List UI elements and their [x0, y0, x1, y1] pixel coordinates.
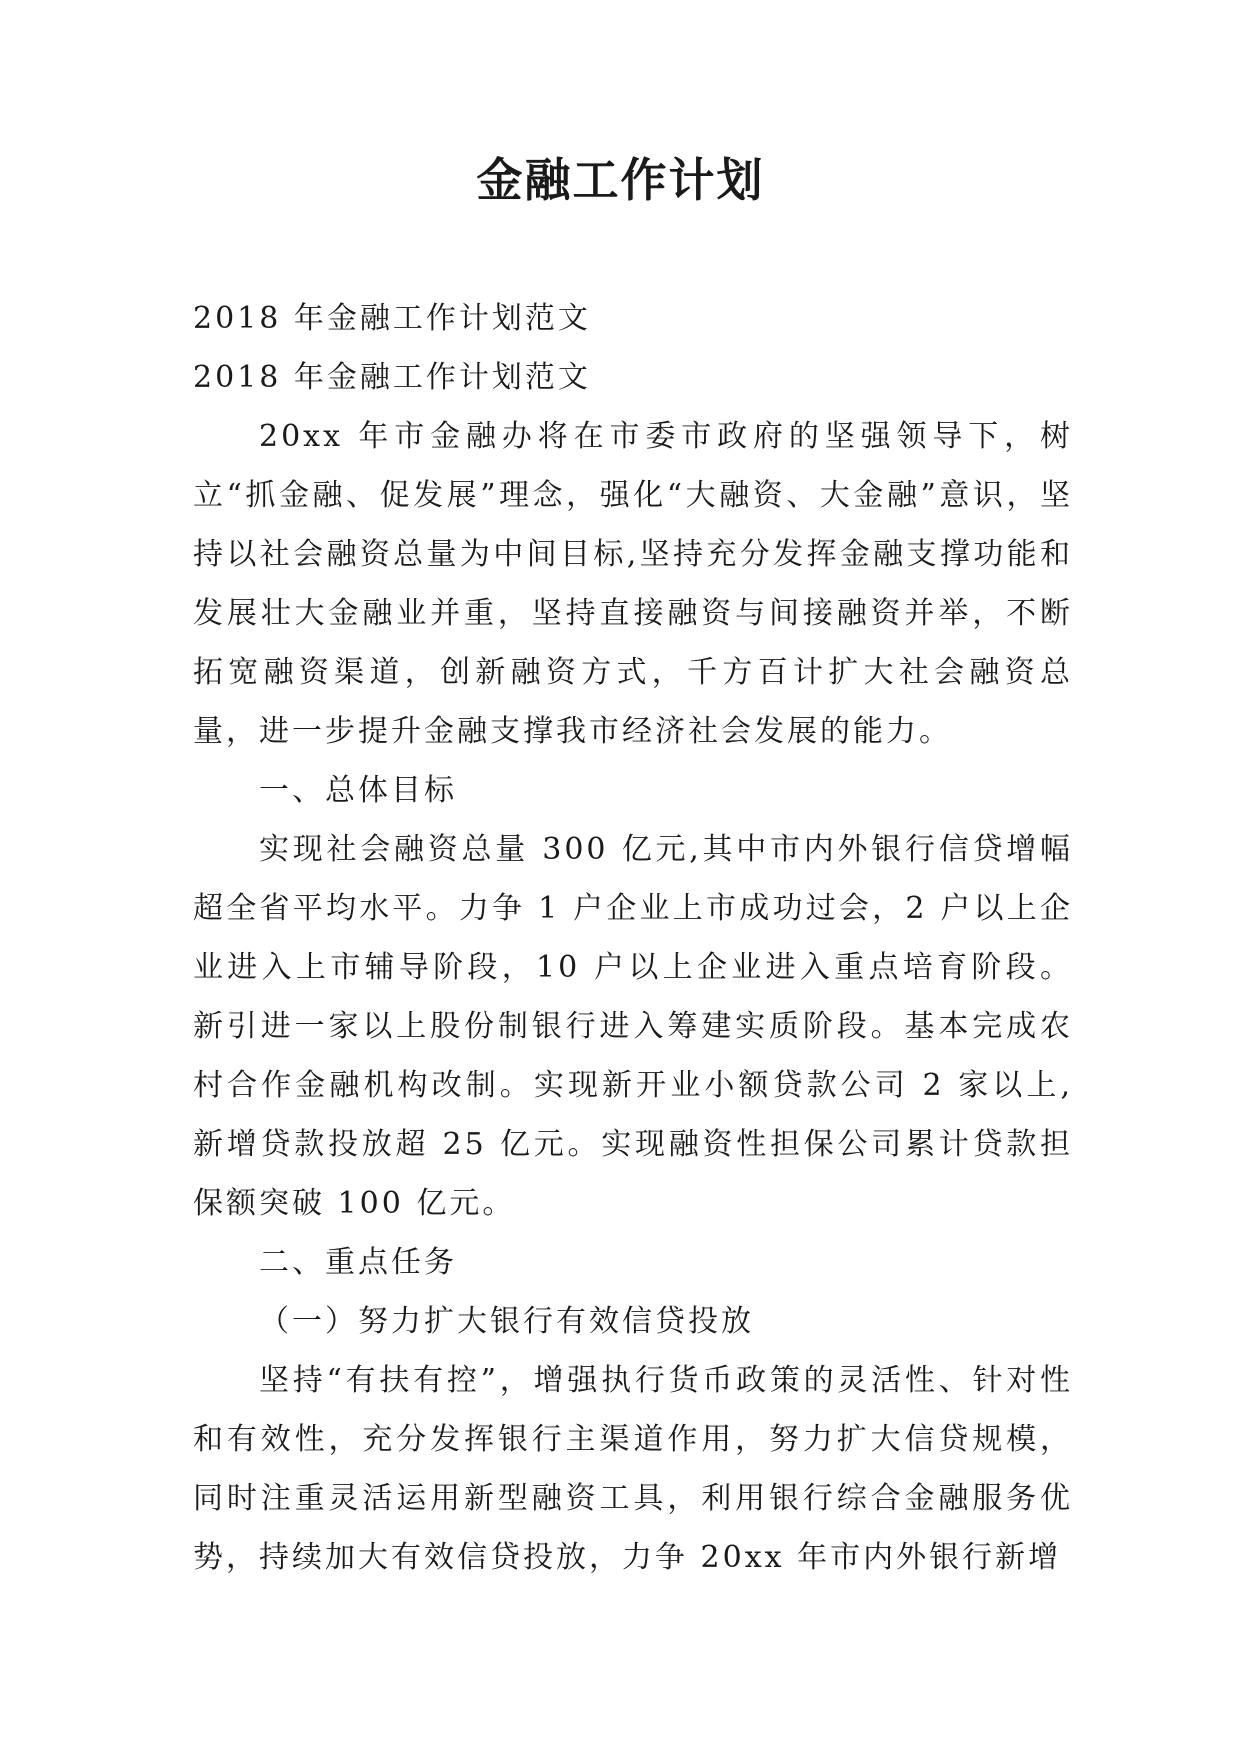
section-heading: 二、重点任务 — [259, 1245, 457, 1280]
goals-paragraph: 实现社会融资总量 300 亿元,其中市内外银行信贷增幅超全省平均水平。力争 1 户企业上市成功过会，2 户以上企业进入上市辅导阶段，10 户以上企业进入重点培育阶段。新引进一家以上股份制银行进入筹建实质阶段。基本完成农村合作金融机构改制。实现新开业小额贷款公司 2 家以上,新增贷款投放超 25 亿元。实现融资性担保公司累计贷款担保额突破 100 亿元。 — [193, 832, 1073, 1221]
task-paragraph: 坚持“有扶有控”，增强执行货币政策的灵活性、针对性和有效性，充分发挥银行主渠道作用，努力扩大信贷规模，同时注重灵活运用新型融资工具，利用银行综合金融服务优势，持续加大有效信贷投放，力争 20xx 年市内外银行新增 — [193, 1363, 1073, 1575]
document-body — [193, 289, 1073, 1587]
subsection-heading: （一）努力扩大银行有效信贷投放 — [259, 1304, 754, 1339]
document-title: 金融工作计划 — [476, 153, 765, 207]
subtitle-line: 2018 年金融工作计划范文 — [193, 360, 591, 395]
section-heading: 一、总体目标 — [259, 773, 457, 808]
subtitle-line: 2018 年金融工作计划范文 — [193, 301, 591, 336]
intro-paragraph: 20xx 年市金融办将在市委市政府的坚强领导下，树立“抓金融、促发展”理念，强化“大融资、大金融”意识，坚持以社会融资总量为中间目标,坚持充分发挥金融支撑功能和发展壮大金融业并重，坚持直接融资与间接融资并举，不断拓宽融资渠道，创新融资方式，千方百计扩大社会融资总量，进一步提升金融支撑我市经济社会发展的能力。 — [193, 419, 1073, 749]
